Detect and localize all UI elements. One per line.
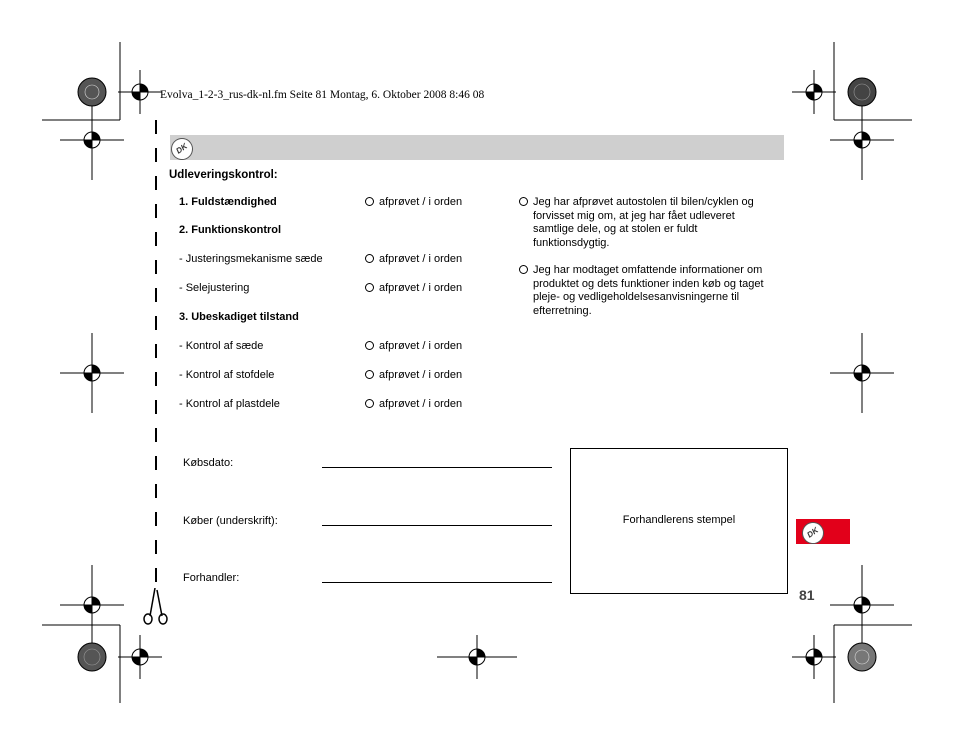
- dealer-stamp-label: Forhandlerens stempel: [622, 514, 736, 526]
- form-title: Udleveringskontrol:: [169, 169, 278, 181]
- check-option-seat[interactable]: afprøvet / i orden: [365, 340, 462, 352]
- check-option-completeness[interactable]: afprøvet / i orden: [365, 196, 462, 208]
- statement-informed[interactable]: Jeg har modtaget omfattende informationer om produktet og dets funktioner inden køb og taget pleje- og vedligeholdelsesanvisningerne til efterretning.: [519, 264, 769, 318]
- check-label-seat: - Kontrol af sæde: [179, 340, 264, 352]
- check-label-plastic: - Kontrol af plastdele: [179, 398, 280, 410]
- check-label-seat-adjust: - Justeringsmekanisme sæde: [179, 253, 323, 265]
- statement-tested[interactable]: Jeg har afprøvet autostolen til bilen/cyklen og forvisset mig om, at jeg har fået udleveret samtlige dele, og at stolen er fuldt funktionsdygtig.: [519, 196, 769, 250]
- check-option-belt[interactable]: afprøvet / i orden: [365, 282, 462, 294]
- page-number: 81: [799, 587, 815, 603]
- check-label-belt: - Selejustering: [179, 282, 250, 294]
- check-option-seat-adjust[interactable]: afprøvet / i orden: [365, 253, 462, 265]
- color-target-icon: [78, 78, 876, 671]
- purchase-date-label: Købsdato:: [183, 457, 234, 469]
- check-option-plastic[interactable]: afprøvet / i orden: [365, 398, 462, 410]
- check-label-condition: 3. Ubeskadiget tilstand: [179, 311, 299, 323]
- buyer-signature-label: Køber (underskrift):: [183, 515, 278, 527]
- dk-badge: DK: [167, 134, 198, 165]
- side-tab-badge: DK: [798, 518, 829, 549]
- check-label-completeness: 1. Fuldstændighed: [179, 196, 277, 208]
- crop-lines: [42, 42, 912, 703]
- check-option-fabric[interactable]: afprøvet / i orden: [365, 369, 462, 381]
- check-label-fabric: - Kontrol af stofdele: [179, 369, 275, 381]
- registration-mark-icon: [60, 70, 894, 679]
- file-info-line: Evolva_1-2-3_rus-dk-nl.fm Seite 81 Montag, 6. Oktober 2008 8:46 08: [160, 89, 485, 101]
- check-label-function: 2. Funktionskontrol: [179, 224, 282, 236]
- dealer-label: Forhandler:: [183, 572, 240, 584]
